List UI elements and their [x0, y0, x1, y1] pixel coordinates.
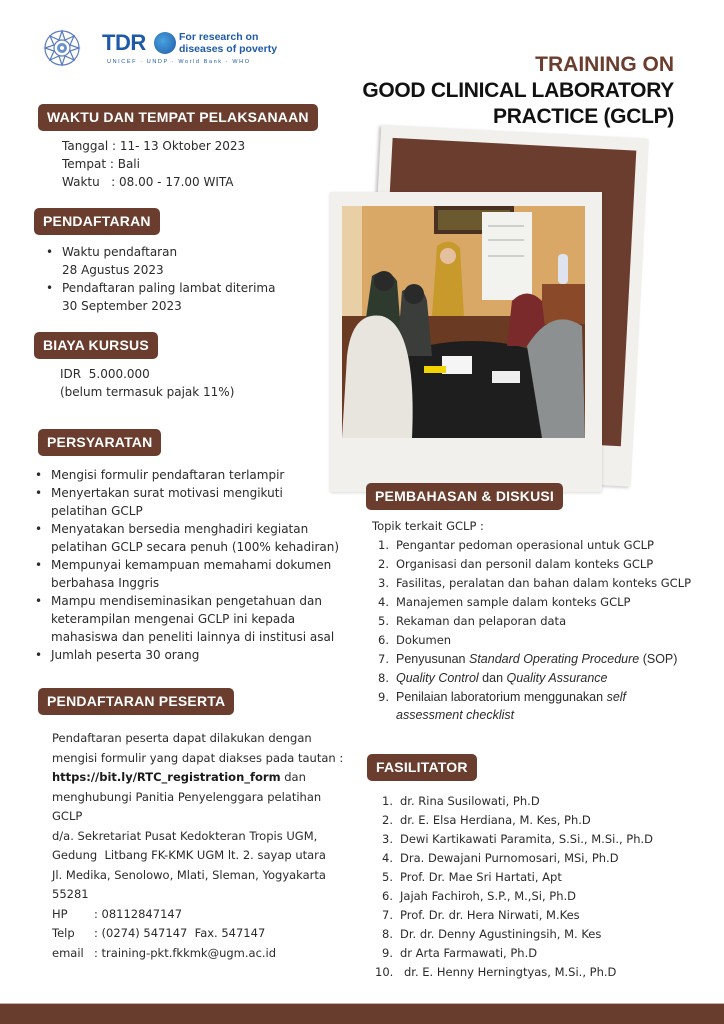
- list-item: [33, 646, 339, 664]
- tdr-wordmark: TDR: [102, 30, 146, 55]
- item-number: 4.: [378, 595, 389, 609]
- waktu-tempat: Tempat : Bali: [62, 157, 140, 171]
- item-number: 3.: [382, 832, 393, 846]
- contact-hp: [52, 905, 343, 925]
- facilitator-name: Jajah Fachiroh, S.P., M.,Si, Ph.D: [400, 889, 576, 903]
- item-number: 4.: [382, 851, 393, 865]
- biaya-note: (belum termasuk pajak 11%): [60, 385, 235, 399]
- pendaftaran-list: [44, 243, 275, 315]
- list-item-line: pelatihan GCLP: [51, 504, 143, 518]
- item-text: Manajemen sample dalam konteks GCLP: [396, 595, 631, 609]
- address-line: 55281: [52, 887, 89, 901]
- address-line: d/a. Sekretariat Pusat Kedokteran Tropis UGM,: [52, 828, 318, 843]
- list-item: [33, 592, 339, 646]
- section-header-fasilitator: FASILITATOR: [367, 754, 477, 781]
- item-number: 5.: [382, 870, 393, 884]
- item-number: 8.: [382, 927, 393, 941]
- list-item: [378, 650, 691, 669]
- item-text: (SOP): [639, 652, 678, 666]
- facilitator-item: [382, 792, 653, 811]
- section-header-pembahasan: PEMBAHASAN & DISKUSI: [366, 483, 563, 510]
- section-header-pendaftaran-peserta: PENDAFTARAN PESERTA: [38, 688, 234, 715]
- item-number: 5.: [378, 614, 389, 628]
- item-text-italic: Quality Assurance: [506, 671, 608, 685]
- list-item-line: • Menyertakan surat motivasi mengikuti: [51, 486, 283, 500]
- ugm-seal-logo: [42, 28, 82, 68]
- contact-value[interactable]: : training-pkt.fkkmk@ugm.ac.id: [94, 945, 277, 960]
- waktu-tanggal: Tanggal : 11- 13 Oktober 2023: [62, 139, 246, 153]
- item-text: Organisasi dan personil dalam konteks GCLP: [396, 557, 654, 571]
- registration-link[interactable]: https://bit.ly/RTC_registration_form: [52, 770, 281, 784]
- footer-bar: [0, 1004, 724, 1024]
- facilitator-name: Dra. Dewajani Purnomosari, MSi, Ph.D: [400, 851, 619, 865]
- waktu-jam: Waktu : 08.00 - 17.00 WITA: [62, 175, 234, 189]
- contact-value: : (0274) 547147 Fax. 547147: [94, 926, 266, 940]
- item-number: 3.: [378, 576, 389, 590]
- item-text-italic: self: [606, 690, 627, 704]
- facilitator-item: [382, 887, 653, 906]
- list-item-line: berbahasa Inggris: [51, 576, 160, 590]
- facilitator-item: [375, 963, 653, 982]
- facilitator-item: [382, 906, 653, 925]
- list-item-line: pelatihan GCLP secara penuh (100% kehadiran): [51, 540, 340, 554]
- tdr-tagline-line1: For research on: [179, 31, 259, 43]
- facilitator-name: dr. E. Henny Herningtyas, M.Si., Ph.D: [404, 965, 617, 979]
- link-suffix: dan: [280, 770, 306, 784]
- item-number: 2.: [382, 813, 393, 827]
- list-item: [378, 669, 691, 688]
- waktu-details: [62, 137, 245, 191]
- list-item-line: • Mempunyai kemampuan memahami dokumen: [51, 558, 332, 572]
- list-item: [44, 243, 275, 279]
- registration-link-line: [52, 768, 343, 788]
- list-item: [378, 555, 691, 574]
- fasilitator-list: [375, 792, 654, 982]
- pembahasan-intro: [372, 517, 484, 535]
- peserta-para-line: menghubungi Panitia Penyelenggara pelatihan: [52, 789, 322, 804]
- pembahasan-list: [378, 536, 691, 724]
- seal-icon: [42, 28, 82, 68]
- item-number: 7.: [382, 908, 393, 922]
- item-number: 1.: [378, 538, 389, 552]
- pembahasan-intro-text: Topik terkait GCLP :: [372, 519, 484, 533]
- list-item: [33, 484, 339, 520]
- list-item: [378, 612, 691, 631]
- item-number: 9.: [382, 946, 393, 960]
- training-photo: [342, 206, 585, 438]
- facilitator-name: dr Arta Farmawati, Ph.D: [400, 946, 538, 960]
- list-item-line: • Mampu mendiseminasikan pengetahuan dan: [51, 594, 323, 608]
- list-item: [378, 688, 691, 724]
- item-text: Penilaian laboratorium menggunakan: [396, 690, 607, 704]
- item-number: 6.: [382, 889, 393, 903]
- facilitator-item: [382, 944, 653, 963]
- peserta-para-line: GCLP: [52, 809, 83, 823]
- photo-frame-front: [330, 192, 602, 492]
- facilitator-item: [382, 811, 653, 830]
- list-item: [378, 593, 691, 612]
- contact-label: email: [52, 945, 84, 960]
- globe-icon: [154, 32, 176, 54]
- item-text-italic: Quality Control: [396, 671, 479, 685]
- tdr-sponsors: UNICEF · UNDP · World Bank · WHO: [107, 59, 251, 65]
- list-item: [378, 536, 691, 555]
- list-item-line: • Jumlah peserta 30 orang: [51, 648, 200, 662]
- contact-telp: [52, 924, 343, 944]
- section-header-persyaratan: PERSYARATAN: [38, 429, 161, 456]
- item-text: dan: [478, 671, 507, 685]
- item-text: Pengantar pedoman operasional untuk GCLP: [396, 538, 654, 552]
- list-item: [33, 520, 339, 556]
- contact-label: Telp: [52, 926, 75, 940]
- list-item-line: keterampilan mengenai GCLP ini kepada: [51, 612, 296, 626]
- facilitator-name: Dr. dr. Denny Agustiningsih, M. Kes: [400, 927, 602, 941]
- title-line-2: GOOD CLINICAL LABORATORY: [362, 79, 674, 102]
- item-text: Penyusunan: [396, 652, 469, 666]
- list-item-line: 28 Agustus 2023: [62, 263, 164, 277]
- facilitator-item: [382, 849, 653, 868]
- facilitator-name: Prof. Dr. dr. Hera Nirwati, M.Kes: [400, 908, 580, 922]
- contact-label: HP: [52, 906, 68, 921]
- item-number: 8.: [378, 671, 389, 685]
- item-number: 10.: [375, 965, 394, 979]
- biaya-amount: IDR 5.000.000: [60, 367, 150, 381]
- section-header-waktu: WAKTU DAN TEMPAT PELAKSANAAN: [38, 104, 318, 131]
- item-number: 1.: [382, 794, 393, 808]
- item-number: 9.: [378, 690, 389, 704]
- address-line: Gedung Litbang FK-KMK UGM lt. 2. sayap utara: [52, 848, 326, 862]
- contact-value: : 08112847147: [94, 906, 183, 921]
- list-item: [33, 466, 339, 484]
- item-number: 6.: [378, 633, 389, 647]
- item-text: Rekaman dan pelaporan data: [396, 614, 567, 628]
- item-number: 7.: [378, 652, 389, 666]
- item-text: Fasilitas, peralatan dan bahan dalam konteks GCLP: [396, 576, 692, 590]
- title-line-1: TRAINING ON: [535, 53, 674, 76]
- list-item: [378, 631, 691, 650]
- biaya-details: [60, 365, 234, 401]
- contact-email: [52, 944, 343, 964]
- item-text-italic: Standard Operating Procedure: [468, 652, 640, 666]
- item-number: 2.: [378, 557, 389, 571]
- persyaratan-list: [33, 466, 339, 664]
- list-item-line: mahasiswa dan peneliti lainnya di institusi asal: [51, 630, 335, 644]
- section-header-biaya: BIAYA KURSUS: [34, 332, 158, 359]
- list-item-line: • Menyatakan bersedia menghadiri kegiatan: [51, 522, 309, 536]
- facilitator-name: Prof. Dr. Mae Sri Hartati, Apt: [400, 870, 562, 884]
- list-item-line: • Waktu pendaftaran: [62, 245, 178, 259]
- title-line-3: PRACTICE (GCLP): [493, 105, 674, 128]
- facilitator-name: dr. Rina Susilowati, Ph.D: [400, 794, 540, 808]
- page-title: [362, 52, 674, 130]
- facilitator-name: Dewi Kartikawati Paramita, S.Si., M.Si., Ph.D: [400, 832, 654, 846]
- list-item-line: • Mengisi formulir pendaftaran terlampir: [51, 468, 285, 482]
- training-scene-illustration: [342, 206, 585, 438]
- tdr-tagline: [179, 31, 277, 55]
- section-header-pendaftaran: PENDAFTARAN: [34, 208, 160, 235]
- list-item: [44, 279, 275, 315]
- facilitator-item: [382, 868, 653, 887]
- list-item: [33, 556, 339, 592]
- list-item-line: 30 September 2023: [62, 299, 182, 313]
- list-item: [378, 574, 691, 593]
- peserta-para-line: Pendaftaran peserta dapat dilakukan dengan: [52, 731, 312, 745]
- address-line: Jl. Medika, Senolowo, Mlati, Sleman, Yogyakarta: [52, 867, 326, 882]
- list-item-line: • Pendaftaran paling lambat diterima: [62, 281, 276, 295]
- item-text: Dokumen: [396, 633, 452, 647]
- facilitator-item: [382, 925, 653, 944]
- tdr-logo: [102, 30, 282, 70]
- item-text-italic: assessment checklist: [396, 708, 515, 722]
- tdr-tagline-line2: diseases of poverty: [179, 43, 278, 55]
- facilitator-item: [382, 830, 653, 849]
- pendaftaran-peserta-body: [52, 729, 343, 963]
- peserta-para-line: mengisi formulir yang dapat diakses pada tautan :: [52, 750, 344, 765]
- facilitator-name: dr. E. Elsa Herdiana, M. Kes, Ph.D: [400, 813, 591, 827]
